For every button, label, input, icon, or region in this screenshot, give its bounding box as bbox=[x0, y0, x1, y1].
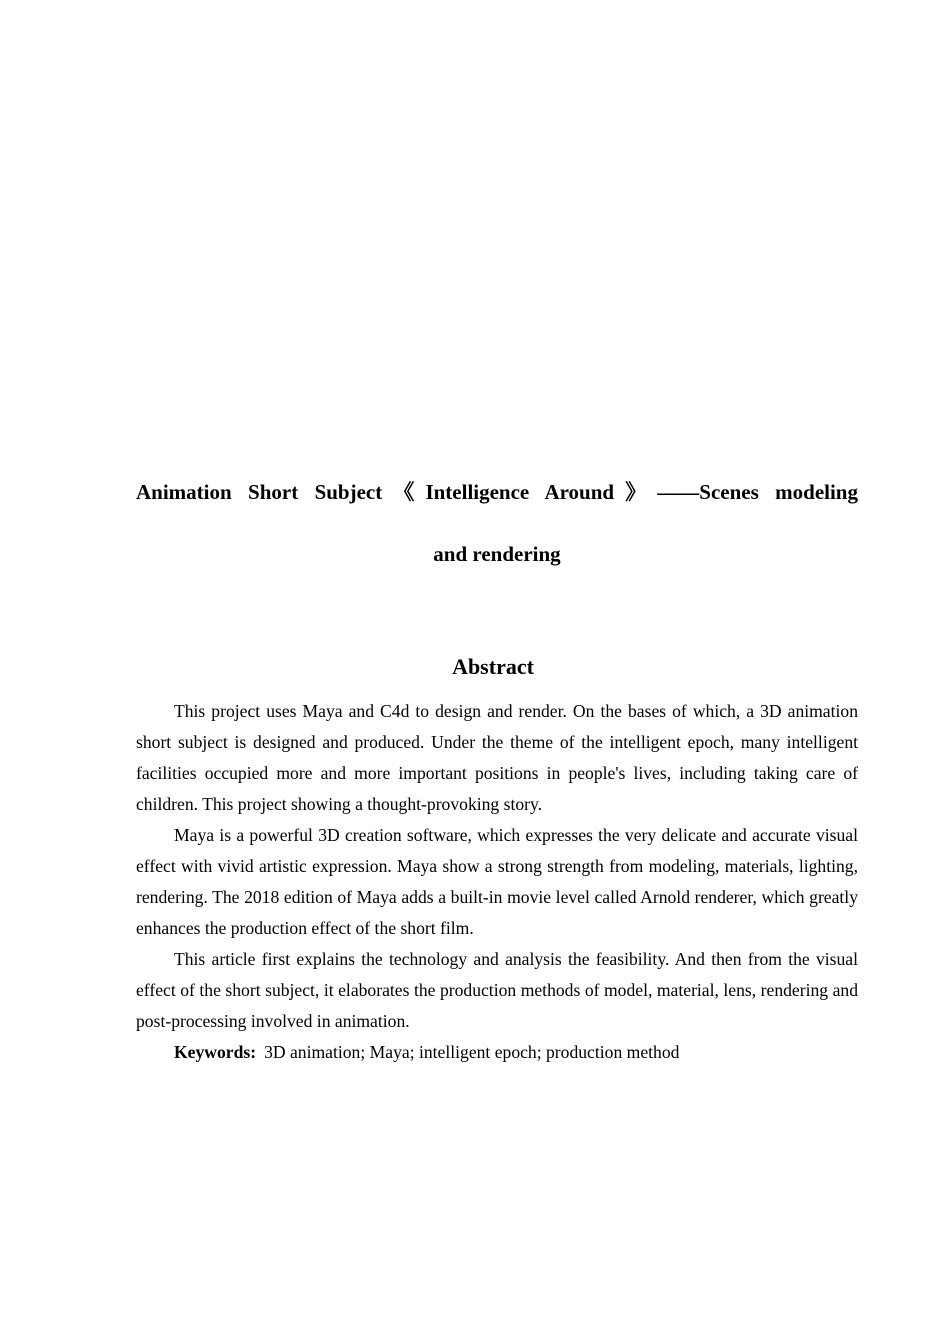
keywords-line bbox=[136, 1037, 858, 1068]
abstract-paragraph-3: This article first explains the technology and analysis the feasibility. And then from the visual effect of the short subject, it elaborates the production methods of model, material, lens, rendering and post-processing involved in animation. bbox=[136, 949, 858, 1031]
document-title-line-1: Animation Short Subject《Intelligence Around》——Scenes modeling bbox=[136, 480, 858, 504]
keywords-label: Keywords: bbox=[174, 1042, 257, 1062]
abstract-paragraph-1: This project uses Maya and C4d to design and render. On the bases of which, a 3D animation short subject is designed and produced. Under the theme of the intelligent epoch, many intelligent facilities occupied more and more important positions in people's lives, including taking care of children. This project showing a thought-provoking story. bbox=[136, 701, 858, 814]
document-title-line-2: and rendering bbox=[433, 542, 561, 566]
abstract-paragraph-2: Maya is a powerful 3D creation software, which expresses the very delicate and accurate visual effect with vivid artistic expression. Maya show a strong strength from modeling, materials, lighting, rendering. The 2018 edition of Maya adds a built-in movie level called Arnold renderer, which greatly enhances the production effect of the short film. bbox=[136, 825, 858, 938]
abstract-heading: Abstract bbox=[452, 654, 534, 679]
abstract-body bbox=[136, 696, 858, 1068]
keywords-text: 3D animation; Maya; intelligent epoch; production method bbox=[264, 1042, 680, 1062]
